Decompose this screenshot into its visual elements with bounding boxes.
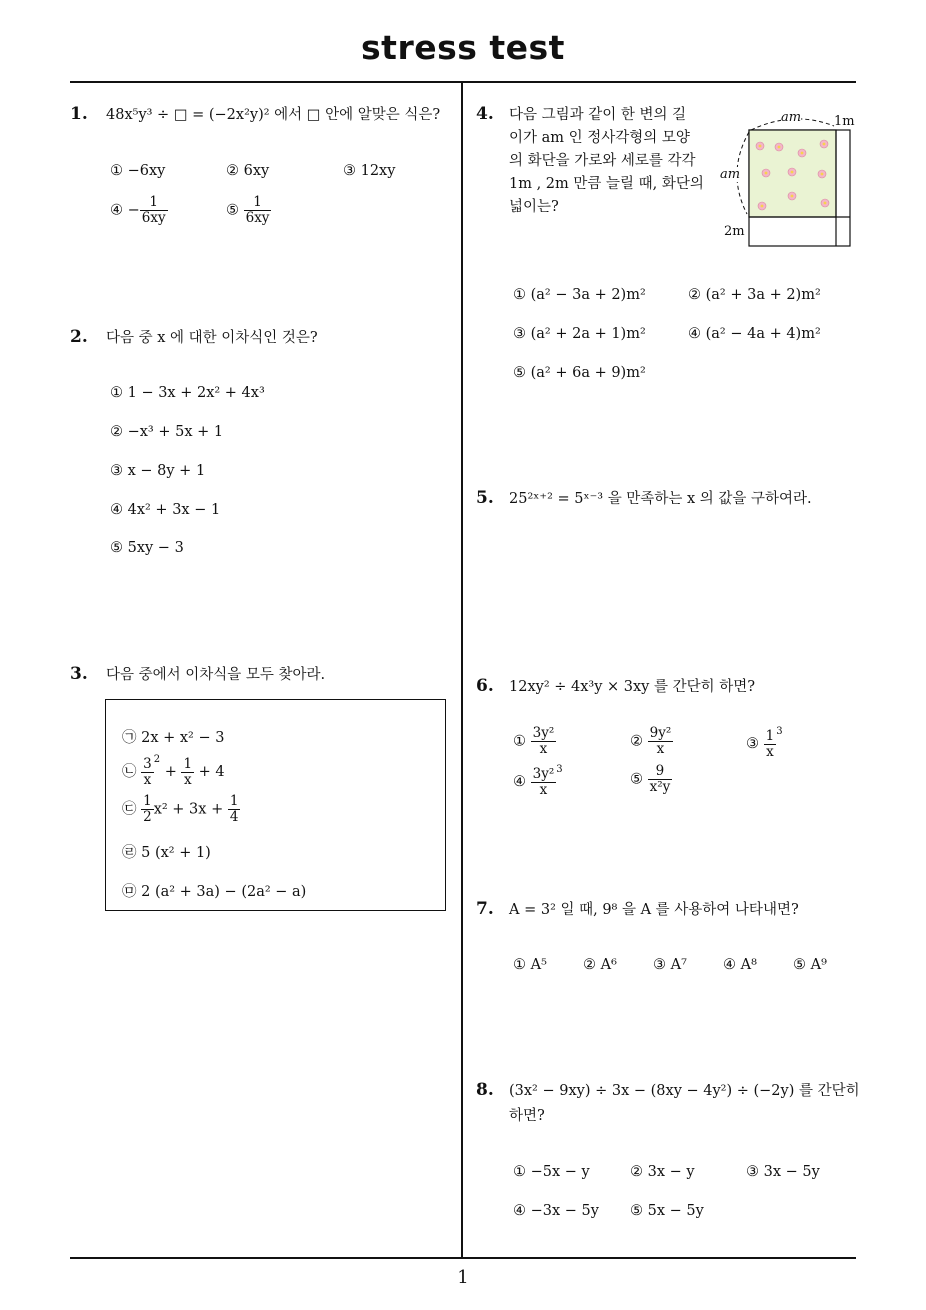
q6-o3-den: x xyxy=(766,743,774,760)
top-rule xyxy=(70,81,856,83)
q1-option-4-label: ④ xyxy=(110,202,123,219)
q4-label-top: am xyxy=(781,110,802,125)
question-1-text: 48x⁵y³ ÷ □ = (−2x²y)² 에서 □ 안에 알맞은 식은? xyxy=(106,107,441,123)
q4-text-line-3: 의 화단을 가로와 세로를 각각 xyxy=(509,153,696,169)
q1-option-2[interactable]: ② 6xy xyxy=(226,163,270,179)
q3-item-2-sup: 2 xyxy=(153,754,161,765)
question-4-number: 4. xyxy=(476,104,494,124)
q4-option-5[interactable]: ⑤ (a² + 6a + 9)m² xyxy=(513,365,646,381)
q4-text-line-5: 넓이는? xyxy=(509,199,559,215)
question-4-text xyxy=(509,104,714,219)
page-number: 1 xyxy=(457,1267,469,1288)
question-3-text: 다음 중에서 이차식을 모두 찾아라. xyxy=(106,667,326,683)
q3-item-2 xyxy=(122,754,225,787)
q6-option-5-fraction xyxy=(648,764,673,795)
q3-item-3-frac-b xyxy=(228,794,241,825)
q6-option-5[interactable] xyxy=(630,764,672,795)
question-8-text-line-1: (3x² − 9xy) ÷ 3x − (8xy − 4y²) ÷ (−2y) 를 간단히 xyxy=(509,1083,860,1099)
q2-option-3[interactable]: ③ x − 8y + 1 xyxy=(110,463,206,479)
q3-item-3-mid: x² + 3x + xyxy=(153,801,224,818)
q6-o3-num: 1 xyxy=(765,727,775,744)
q3-item-3-b-den: 4 xyxy=(229,808,239,825)
q1-option-4-fraction xyxy=(140,195,168,226)
q6-option-2-label: ② xyxy=(630,733,643,750)
q3-item-2-b-den: x xyxy=(183,771,192,788)
q8-option-4[interactable]: ④ −3x − 5y xyxy=(513,1203,599,1219)
q3-item-4: ㉣ 5 (x² + 1) xyxy=(122,845,211,861)
q6-o1-num: 3y² xyxy=(532,725,555,741)
q3-item-2-frac-b xyxy=(181,757,194,788)
q3-item-2-a-den: x xyxy=(143,771,152,788)
question-5-number: 5. xyxy=(476,488,494,508)
question-2-number: 2. xyxy=(70,327,88,347)
q3-item-3-a-num: 1 xyxy=(143,793,152,809)
q2-option-5[interactable]: ⑤ 5xy − 3 xyxy=(110,540,184,556)
q8-option-3[interactable]: ③ 3x − 5y xyxy=(746,1164,820,1180)
q6-option-4[interactable] xyxy=(513,764,563,797)
q7-option-3[interactable]: ③ A⁷ xyxy=(653,957,687,973)
q6-option-4-label: ④ xyxy=(513,774,526,790)
q4-text-line-2: 이가 am 인 정사각형의 모양 xyxy=(509,130,690,146)
q3-item-2-b-num: 1 xyxy=(183,755,193,772)
question-7-text: A = 3² 일 때, 9⁸ 을 A 를 사용하여 나타내면? xyxy=(509,902,799,918)
question-8-number: 8. xyxy=(476,1080,494,1100)
q1-option-5[interactable] xyxy=(226,195,271,226)
q3-item-2-label: ㉡ xyxy=(122,764,137,780)
q7-option-5[interactable]: ⑤ A⁹ xyxy=(793,957,827,973)
q4-label-bottom: 2m xyxy=(724,224,745,239)
q6-o5-num: 9 xyxy=(648,764,673,780)
q3-item-3-a-den: 2 xyxy=(143,808,152,825)
q6-o4-sup: 3 xyxy=(556,764,563,775)
q1-option-1[interactable]: ① −6xy xyxy=(110,163,166,179)
q3-item-2-tail: + 4 xyxy=(198,764,225,780)
question-6-number: 6. xyxy=(476,676,494,696)
q1-option-4[interactable] xyxy=(110,195,168,226)
q7-option-4[interactable]: ④ A⁸ xyxy=(723,957,757,973)
q4-option-1[interactable]: ① (a² − 3a + 2)m² xyxy=(513,287,646,303)
q1-option-5-fraction xyxy=(244,195,272,226)
q8-option-1[interactable]: ① −5x − y xyxy=(513,1164,590,1180)
q2-option-4[interactable]: ④ 4x² + 3x − 1 xyxy=(110,502,221,518)
q1-opt5-den: 6xy xyxy=(245,209,270,226)
q3-item-2-a-num: 3 xyxy=(143,755,152,772)
q6-option-3[interactable] xyxy=(746,726,783,759)
q6-option-2-fraction xyxy=(648,726,674,757)
q4-text-line-4: 1m , 2m 만큼 늘릴 때, 화단의 xyxy=(509,176,704,192)
bottom-rule xyxy=(70,1257,856,1259)
q6-o4-num: 3y² xyxy=(532,765,555,782)
q1-opt5-num: 1 xyxy=(244,195,272,211)
question-1-number: 1. xyxy=(70,104,88,124)
q3-item-3 xyxy=(122,794,240,825)
q6-option-3-fraction xyxy=(764,729,777,760)
q4-option-2[interactable]: ② (a² + 3a + 2)m² xyxy=(688,287,821,303)
q4-label-right: 1m xyxy=(834,114,855,129)
q6-o5-den: x²y xyxy=(649,778,671,795)
q2-option-2[interactable]: ② −x³ + 5x + 1 xyxy=(110,424,224,440)
q4-label-left: am xyxy=(720,167,741,182)
q4-text-line-1: 다음 그림과 같이 한 변의 길 xyxy=(509,107,687,123)
q6-option-1[interactable] xyxy=(513,726,556,757)
q1-option-5-label: ⑤ xyxy=(226,202,239,219)
q4-option-3[interactable]: ③ (a² + 2a + 1)m² xyxy=(513,326,646,342)
q6-o3-sup: 3 xyxy=(776,726,783,737)
q3-item-3-label: ㉢ xyxy=(122,801,137,818)
q7-option-2[interactable]: ② A⁶ xyxy=(583,957,617,973)
q6-option-1-fraction xyxy=(531,726,557,757)
q1-opt4-den: 6xy xyxy=(141,209,166,226)
question-7-number: 7. xyxy=(476,899,494,919)
q3-item-5: ㉤ 2 (a² + 3a) − (2a² − a) xyxy=(122,884,307,900)
q6-option-4-fraction xyxy=(531,767,557,798)
q4-option-4[interactable]: ④ (a² − 4a + 4)m² xyxy=(688,326,821,342)
q6-o2-den: x xyxy=(656,740,665,757)
q3-item-2-frac-a xyxy=(141,757,154,788)
q8-option-2[interactable]: ② 3x − y xyxy=(630,1164,695,1180)
q6-option-5-label: ⑤ xyxy=(630,771,643,788)
q3-item-2-plus: + xyxy=(164,764,177,780)
question-3-number: 3. xyxy=(70,664,88,684)
q6-option-2[interactable] xyxy=(630,726,673,757)
question-2-text: 다음 중 x 에 대한 이차식인 것은? xyxy=(106,330,318,346)
q3-item-3-b-num: 1 xyxy=(229,793,239,809)
q1-opt4-num: 1 xyxy=(140,195,168,211)
q1-option-3[interactable]: ③ 12xy xyxy=(343,163,396,179)
question-6-text: 12xy² ÷ 4x³y × 3xy 를 간단히 하면? xyxy=(509,679,756,695)
q7-option-1[interactable]: ① A⁵ xyxy=(513,957,547,973)
q8-option-5[interactable]: ⑤ 5x − 5y xyxy=(630,1203,704,1219)
question-5-text: 25²ˣ⁺² = 5ˣ⁻³ 을 만족하는 x 의 값을 구하여라. xyxy=(509,491,812,507)
q6-o1-den: x xyxy=(539,740,548,757)
q6-o2-num: 9y² xyxy=(649,725,672,741)
q6-o4-den: x xyxy=(539,781,548,798)
q2-option-1[interactable]: ① 1 − 3x + 2x² + 4x³ xyxy=(110,385,265,401)
q3-item-1: ㉠ 2x + x² − 3 xyxy=(122,730,225,746)
q6-option-1-label: ① xyxy=(513,733,526,750)
column-divider xyxy=(461,82,463,1258)
question-8-text-line-2: 하면? xyxy=(509,1108,545,1124)
q3-item-3-frac-a xyxy=(141,794,154,825)
q1-option-4-sign: − xyxy=(127,202,140,219)
q6-option-3-label: ③ xyxy=(746,736,759,752)
page-title: stress test xyxy=(361,28,565,67)
